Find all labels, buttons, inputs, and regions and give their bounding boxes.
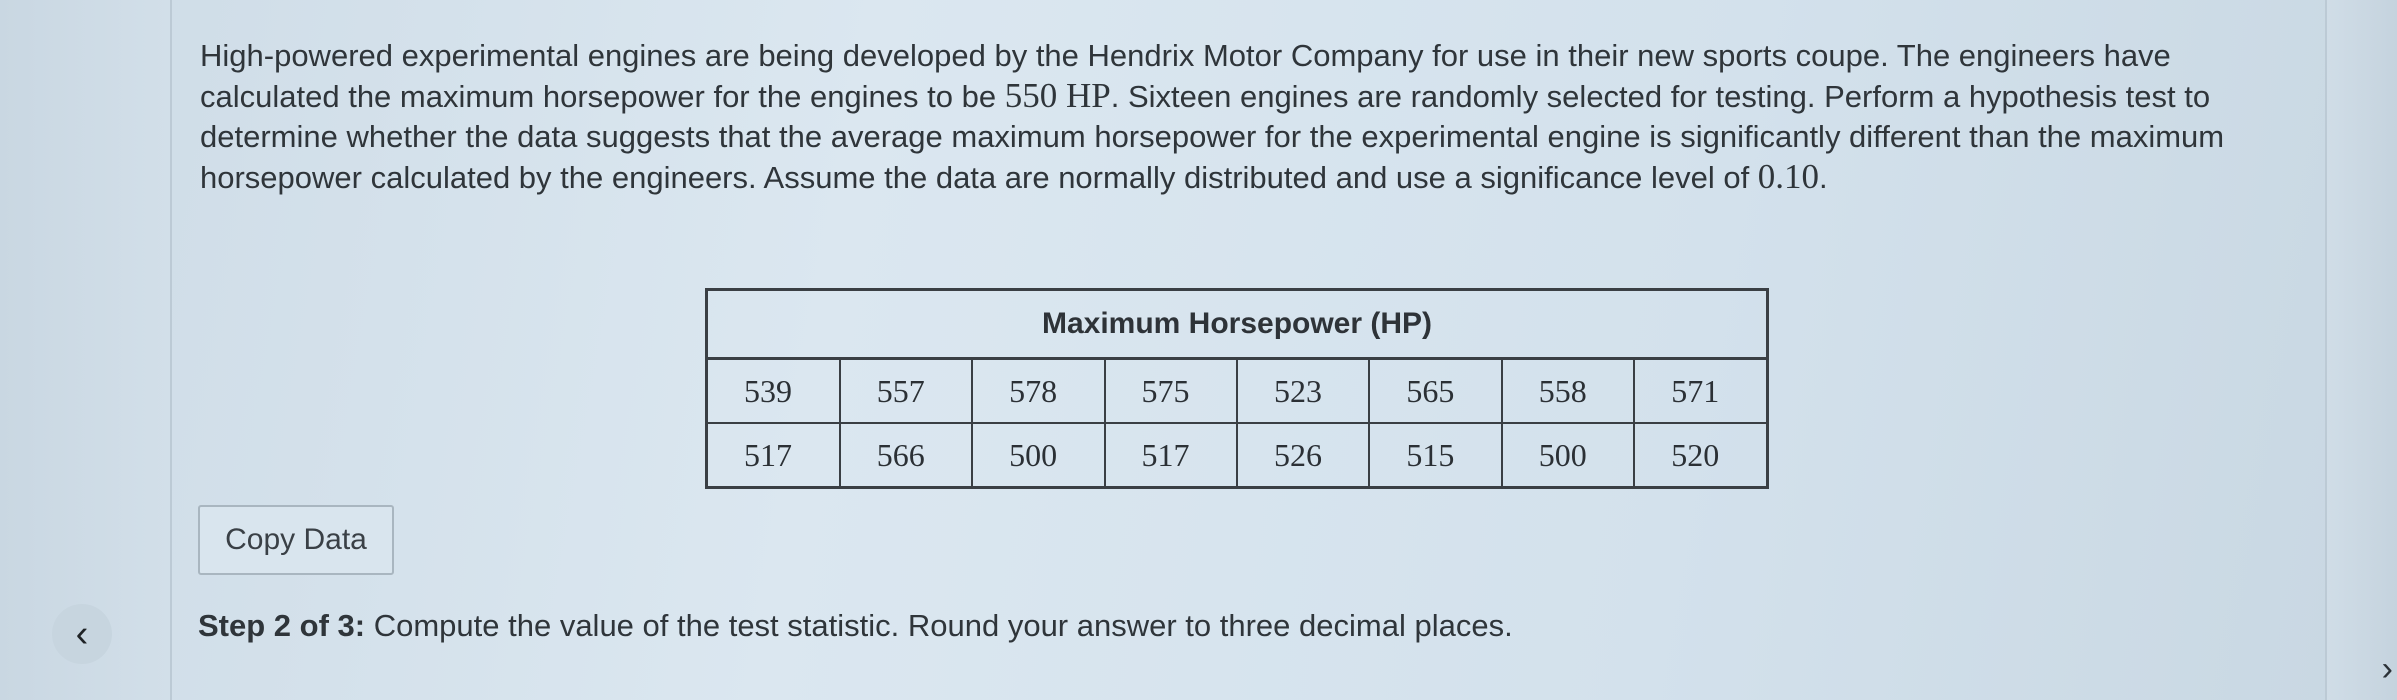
horsepower-table [705, 288, 1769, 489]
table-cell: 539 [707, 359, 840, 424]
significance-level: 0.10 [1757, 157, 1820, 196]
right-nav-rail [2325, 0, 2397, 700]
step-label: Step 2 of 3: [198, 608, 366, 643]
problem-text-part1: High-powered experimental engines are being developed by the Hendrix Motor Company for use in their new sports coupe. The engineers have calculated the maximum horsepower for the engines to be [200, 38, 2171, 114]
table-header: Maximum Horsepower (HP) [707, 290, 1768, 359]
table-cell: 578 [972, 359, 1104, 424]
table-cell: 571 [1634, 359, 1767, 424]
table-cell: 523 [1237, 359, 1369, 424]
table-cell: 500 [1502, 423, 1634, 488]
left-nav-rail [0, 0, 172, 700]
next-step-button[interactable] [2382, 650, 2393, 689]
problem-text-part2: . Sixteen engines are randomly selected for testing. Perform a hypothesis test to determine whether the data suggests that the average maximum horsepower for the experimental engine is significantly different than the maximum horsepower calculated by the engineers. Assume the data are normally distributed and use a significance level of [200, 79, 2225, 195]
table-cell: 515 [1369, 423, 1501, 488]
previous-step-button[interactable] [52, 604, 112, 664]
table-cell: 526 [1237, 423, 1369, 488]
table-cell: 566 [840, 423, 972, 488]
problem-text-part3: . [1819, 160, 1828, 195]
copy-data-label: Copy Data [225, 523, 367, 556]
copy-data-button[interactable] [198, 505, 394, 575]
table-row [707, 359, 1768, 424]
table-cell: 517 [1105, 423, 1237, 488]
table-cell: 558 [1502, 359, 1634, 424]
table-cell: 575 [1105, 359, 1237, 424]
hp-value: 550 HP [1004, 76, 1111, 115]
step-text: Compute the value of the test statistic. Round your answer to three decimal places. [365, 608, 1513, 643]
problem-statement [200, 36, 2280, 198]
table-cell: 520 [1634, 423, 1767, 488]
table-cell: 565 [1369, 359, 1501, 424]
chevron-right-icon: › [2381, 650, 2393, 688]
table-cell: 500 [972, 423, 1104, 488]
step-instruction [198, 608, 1513, 644]
table-cell: 557 [840, 359, 972, 424]
chevron-left-icon: ‹ [75, 612, 89, 655]
table-cell: 517 [707, 423, 840, 488]
table-row [707, 423, 1768, 488]
